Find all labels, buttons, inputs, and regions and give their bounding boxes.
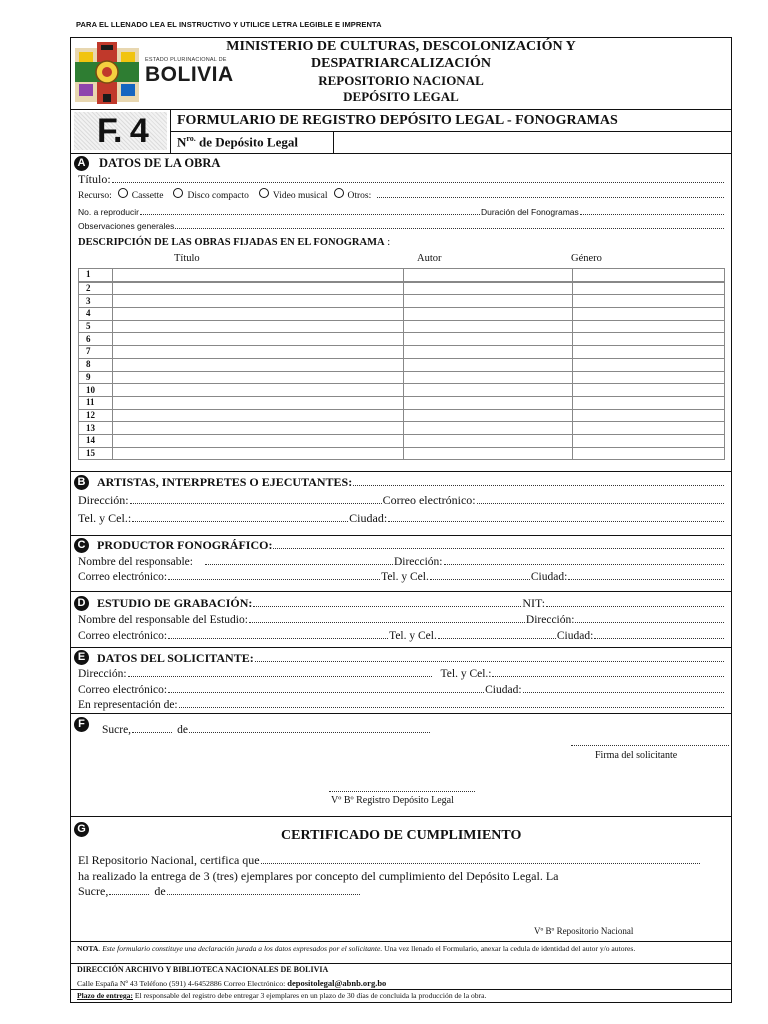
f-month-input[interactable] <box>189 723 430 733</box>
cell-titulo[interactable] <box>113 282 404 295</box>
legal-note: NOTA. Este formulario constituye una declaración jurada a los datos expresados por el solicitante. Una vez llenado el Formulario, anexar la cedula de identidad del autor y/o autores. <box>77 944 636 953</box>
b-correo-input[interactable] <box>477 494 724 504</box>
otros-radio[interactable] <box>334 188 344 198</box>
table-row <box>79 333 725 346</box>
ministry-line-2: DESPATRIARCALIZACIÓN <box>311 56 491 71</box>
reproducir-label: No. a reproducir <box>78 207 139 217</box>
producer-input[interactable] <box>273 539 724 549</box>
divider <box>71 153 731 154</box>
cell-genero[interactable] <box>573 269 725 282</box>
d-ciudad-label: Ciudad: <box>556 630 594 642</box>
d-ciudad-input[interactable] <box>594 629 724 639</box>
logo-caption: ESTADO PLURINACIONAL DE <box>145 57 227 63</box>
divider <box>71 713 731 714</box>
table-row <box>79 434 725 447</box>
c-correo-input[interactable] <box>168 570 380 580</box>
row-number: 12 <box>79 409 113 422</box>
table-row <box>79 320 725 333</box>
row-number: 9 <box>79 371 113 384</box>
b-direccion-input[interactable] <box>130 494 382 504</box>
divider <box>71 591 731 592</box>
cell-genero[interactable] <box>573 447 725 460</box>
cd-label: Disco compacto <box>187 191 249 201</box>
e-correo-input[interactable] <box>168 683 484 693</box>
cell-titulo[interactable] <box>113 269 404 282</box>
section-b-title: ARTISTAS, INTERPRETES O EJECUTANTES: <box>97 475 353 489</box>
section-b-row-2 <box>78 511 725 526</box>
f-sucre-label: Sucre, <box>102 724 132 736</box>
instructions-note: PARA EL LLENADO LEA EL INSTRUCTIVO Y UTILICE LETRA LEGIBLE E IMPRENTA <box>76 20 382 29</box>
cell-genero[interactable] <box>573 409 725 422</box>
cell-autor[interactable] <box>404 346 573 359</box>
section-d-row-1 <box>78 613 725 626</box>
section-f-marker: F <box>74 717 89 732</box>
col-header-titulo: Título <box>174 253 200 264</box>
cell-titulo[interactable] <box>113 396 404 409</box>
c-ciudad-label: Ciudad: <box>530 571 568 583</box>
d-correo-input[interactable] <box>168 629 388 639</box>
table-row <box>79 358 725 371</box>
b-correo-label: Correo electrónico: <box>382 493 476 507</box>
section-g-marker: G <box>74 822 89 837</box>
signature-line[interactable] <box>571 736 729 746</box>
cell-autor[interactable] <box>404 409 573 422</box>
table-row <box>79 308 725 321</box>
c-tel-input[interactable] <box>430 570 530 580</box>
divider <box>71 941 731 942</box>
otros-input[interactable] <box>377 188 724 198</box>
divider <box>71 989 731 990</box>
b-tel-input[interactable] <box>132 512 348 522</box>
recurso-label: Recurso: <box>78 191 112 201</box>
section-b-row-1 <box>78 493 725 508</box>
e-tel-input[interactable] <box>492 667 724 677</box>
section-e-row-2 <box>78 683 725 696</box>
row-number: 4 <box>79 308 113 321</box>
vb-repository-caption: Vº Bº Repositorio Nacional <box>534 926 634 936</box>
c-responsable-input[interactable] <box>205 555 393 565</box>
row-number: 5 <box>79 320 113 333</box>
applicant-input[interactable] <box>255 652 724 662</box>
section-b-title-row <box>97 475 725 490</box>
cell-titulo[interactable] <box>113 434 404 447</box>
cell-autor[interactable] <box>404 422 573 435</box>
g-sucre-label: Sucre, <box>78 884 109 898</box>
cell-autor[interactable] <box>404 320 573 333</box>
cell-titulo[interactable] <box>113 358 404 371</box>
form-title: FORMULARIO DE REGISTRO DEPÓSITO LEGAL - FONOGRAMAS <box>177 113 618 128</box>
table-row <box>79 422 725 435</box>
cell-autor[interactable] <box>404 371 573 384</box>
section-e-title: DATOS DEL SOLICITANTE: <box>97 651 254 665</box>
certificate-name-input[interactable] <box>261 854 700 864</box>
certificate-line-1 <box>78 853 701 868</box>
cassette-radio[interactable] <box>118 188 128 198</box>
table-row <box>79 346 725 359</box>
b-ciudad-input[interactable] <box>388 512 724 522</box>
cell-genero[interactable] <box>573 282 725 295</box>
row-number: 11 <box>79 396 113 409</box>
e-direccion-label: Dirección: <box>78 668 127 680</box>
divider <box>71 471 731 472</box>
nit-input[interactable] <box>546 597 724 607</box>
footer-address: Calle España Nº 43 Teléfono (591) 4-6452886 Correo Electrónico: depositolegal@abnb.org.bo <box>77 978 387 988</box>
cell-autor[interactable] <box>404 434 573 447</box>
b-direccion-label: Dirección: <box>78 493 129 507</box>
c-direccion-label: Dirección: <box>393 556 443 568</box>
certificate-title: CERTIFICADO DE CUMPLIMIENTO <box>281 828 522 843</box>
d-tel-label: Tel. y Cel. <box>389 630 437 642</box>
vb-registry-caption: Vº Bº Registro Depósito Legal <box>331 795 454 806</box>
video-radio[interactable] <box>259 188 269 198</box>
cell-titulo[interactable] <box>113 333 404 346</box>
g-de-label: de <box>154 884 166 898</box>
section-d-row-2 <box>78 629 725 642</box>
cd-radio[interactable] <box>173 188 183 198</box>
cell-genero[interactable] <box>573 295 725 308</box>
cell-titulo[interactable] <box>113 320 404 333</box>
cell-genero[interactable] <box>573 308 725 321</box>
e-correo-label: Correo electrónico: <box>78 684 168 696</box>
g-day-input[interactable] <box>109 885 149 895</box>
table-row <box>79 384 725 397</box>
c-tel-label: Tel. y Cel. <box>381 571 429 583</box>
certificate-text-1: El Repositorio Nacional, certifica que <box>78 853 260 867</box>
video-label: Video musical <box>272 191 328 201</box>
reproducir-input[interactable] <box>140 205 480 215</box>
signature-caption: Firma del solicitante <box>595 750 678 761</box>
d-tel-input[interactable] <box>438 629 556 639</box>
otros-label: Otros: <box>347 191 372 201</box>
footer-institution: DIRECCIÓN ARCHIVO Y BIBLIOTECA NACIONALES DE BOLIVIA <box>77 965 329 974</box>
duracion-input[interactable] <box>580 205 724 215</box>
row-number: 1 <box>79 269 113 282</box>
cell-genero[interactable] <box>573 434 725 447</box>
legal-deposit-heading: DEPÓSITO LEGAL <box>343 89 459 104</box>
cell-autor[interactable] <box>404 358 573 371</box>
cell-genero[interactable] <box>573 358 725 371</box>
d-correo-label: Correo electrónico: <box>78 630 168 642</box>
footer-email[interactable]: depositolegal@abnb.org.bo <box>287 978 387 988</box>
title-input[interactable] <box>112 173 724 183</box>
title-label: Título: <box>78 172 111 186</box>
artists-input[interactable] <box>353 476 724 486</box>
cell-titulo[interactable] <box>113 346 404 359</box>
cell-autor[interactable] <box>404 333 573 346</box>
ministry-line-1: MINISTERIO DE CULTURAS, DESCOLONIZACIÓN Y <box>226 39 576 54</box>
section-e-title-row <box>97 651 725 666</box>
d-responsable-input[interactable] <box>249 613 525 623</box>
cell-genero[interactable] <box>573 333 725 346</box>
row-number: 2 <box>79 282 113 295</box>
section-d-title-row <box>97 596 725 611</box>
row-number: 7 <box>79 346 113 359</box>
cell-autor[interactable] <box>404 295 573 308</box>
observaciones-input[interactable] <box>175 219 724 229</box>
table-row <box>79 371 725 384</box>
table-row <box>79 396 725 409</box>
cell-titulo[interactable] <box>113 371 404 384</box>
coat-of-arms-logo <box>73 40 141 106</box>
row-number: 10 <box>79 384 113 397</box>
divider <box>71 963 731 964</box>
section-d-title: ESTUDIO DE GRABACIÓN: <box>97 596 253 610</box>
repository-name: REPOSITORIO NACIONAL <box>318 73 484 88</box>
section-d-marker: D <box>74 596 89 611</box>
e-ciudad-label: Ciudad: <box>485 684 522 696</box>
registration-form <box>70 37 732 1003</box>
col-header-autor: Autor <box>417 253 442 264</box>
section-e-row-3 <box>78 698 725 711</box>
c-ciudad-input[interactable] <box>568 570 724 580</box>
cassette-label: Cassette <box>131 191 164 201</box>
e-representacion-input[interactable] <box>179 698 724 708</box>
row-number: 6 <box>79 333 113 346</box>
col-header-genero: Género <box>571 253 602 264</box>
section-a-marker: A <box>74 156 89 171</box>
recurso-row <box>78 188 725 201</box>
cell-autor[interactable] <box>404 269 573 282</box>
d-direccion-label: Dirección: <box>525 614 575 626</box>
f-day-input[interactable] <box>132 723 172 733</box>
table-row <box>79 269 725 282</box>
d-direccion-input[interactable] <box>575 613 724 623</box>
form-code: F. 4 <box>97 112 148 150</box>
section-a-title: DATOS DE LA OBRA <box>99 156 221 170</box>
studio-input[interactable] <box>253 597 521 607</box>
cell-autor[interactable] <box>404 396 573 409</box>
cell-autor[interactable] <box>404 384 573 397</box>
section-c-title-row <box>97 538 725 553</box>
cell-titulo[interactable] <box>113 308 404 321</box>
duracion-label: Duración del Fonogramas <box>480 207 579 217</box>
cell-genero[interactable] <box>573 346 725 359</box>
section-c-marker: C <box>74 538 89 553</box>
cell-titulo[interactable] <box>113 384 404 397</box>
deposit-number-label: $N^{ro.}$ de Depósito Legal <box>177 134 298 150</box>
logo-wordmark: BOLIVIA <box>145 63 234 86</box>
works-table-title: DESCRIPCIÓN DE LAS OBRAS FIJADAS EN EL FONOGRAMA : <box>78 237 391 248</box>
table-row <box>79 409 725 422</box>
title-field[interactable] <box>78 172 725 187</box>
works-table <box>78 268 725 460</box>
cell-titulo[interactable] <box>113 447 404 460</box>
c-responsable-label: Nombre del responsable: <box>78 556 193 568</box>
e-ciudad-input[interactable] <box>523 683 724 693</box>
table-row <box>79 447 725 460</box>
cell-autor[interactable] <box>404 308 573 321</box>
c-correo-label: Correo electrónico: <box>78 571 168 583</box>
cell-titulo[interactable] <box>113 295 404 308</box>
divider <box>170 131 731 132</box>
table-row <box>79 282 725 295</box>
g-month-input[interactable] <box>167 885 360 895</box>
row-number: 8 <box>79 358 113 371</box>
row-number: 3 <box>79 295 113 308</box>
b-tel-label: Tel. y Cel.: <box>78 511 132 525</box>
section-e-row-1 <box>78 667 725 680</box>
reproducir-row <box>78 205 725 217</box>
observaciones-row <box>78 219 725 231</box>
certificate-line-3 <box>78 884 361 899</box>
section-c-row-2 <box>78 570 725 583</box>
b-ciudad-label: Ciudad: <box>349 511 388 525</box>
divider <box>71 816 731 817</box>
section-c-title: PRODUCTOR FONOGRÁFICO: <box>97 538 273 552</box>
section-f-date-row <box>102 723 431 736</box>
divider <box>71 647 731 648</box>
cell-genero[interactable] <box>573 384 725 397</box>
divider <box>71 535 731 536</box>
deposit-number-input[interactable] <box>335 133 729 151</box>
cell-titulo[interactable] <box>113 422 404 435</box>
cell-autor[interactable] <box>404 447 573 460</box>
cell-genero[interactable] <box>573 396 725 409</box>
cell-titulo[interactable] <box>113 409 404 422</box>
e-representacion-label: En representación de: <box>78 699 178 711</box>
row-number: 13 <box>79 422 113 435</box>
cell-genero[interactable] <box>573 422 725 435</box>
vb-registry-line[interactable] <box>329 782 475 792</box>
d-responsable-label: Nombre del responsable del Estudio: <box>78 614 248 626</box>
divider <box>333 131 334 153</box>
table-row <box>79 295 725 308</box>
certificate-text-2: ha realizado la entrega de 3 (tres) ejemplares por concepto del cumplimiento del Depósito Legal. La <box>78 869 559 883</box>
section-c-row-1 <box>78 555 725 568</box>
delivery-deadline: Plazo de entrega: El responsable del registro debe entregar 3 ejemplares en un plazo de 30 días de concluida la producción de la obra. <box>77 991 487 1000</box>
e-tel-label: Tel. y Cel.: <box>440 668 492 680</box>
cell-genero[interactable] <box>573 320 725 333</box>
cell-autor[interactable] <box>404 282 573 295</box>
cell-genero[interactable] <box>573 371 725 384</box>
e-direccion-input[interactable] <box>128 667 432 677</box>
f-de-label: de <box>177 724 188 736</box>
c-direccion-input[interactable] <box>444 555 724 565</box>
row-number: 15 <box>79 447 113 460</box>
section-e-marker: E <box>74 650 89 665</box>
observaciones-label: Observaciones generales <box>78 221 175 231</box>
nit-label: NIT: <box>522 596 546 610</box>
section-b-marker: B <box>74 475 89 490</box>
row-number: 14 <box>79 434 113 447</box>
